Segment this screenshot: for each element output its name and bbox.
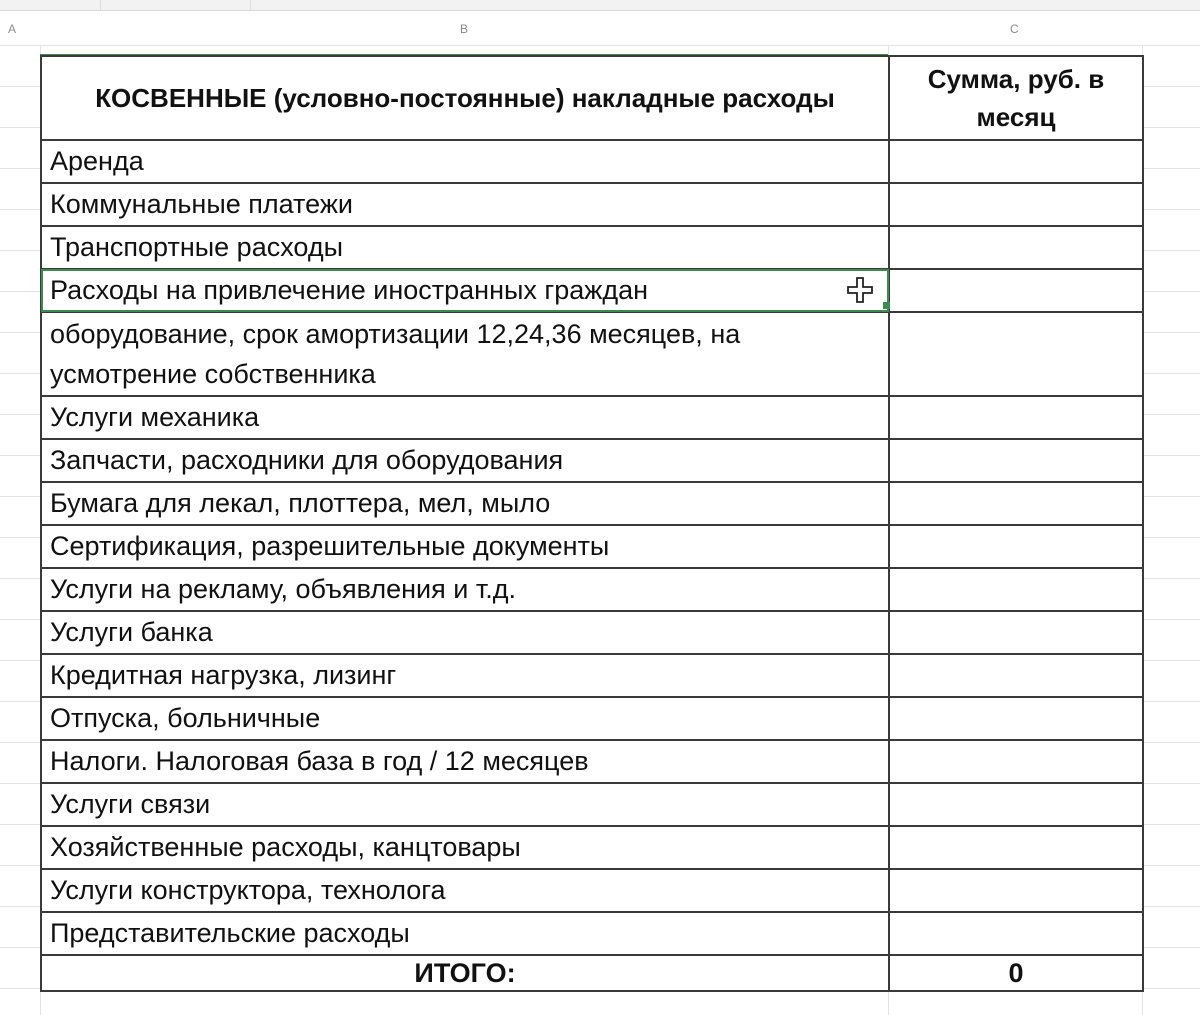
table-row <box>41 826 1143 869</box>
expense-label-cell[interactable]: оборудование, срок амортизации 12,24,36 месяцев, на усмотрение собственника <box>41 312 889 396</box>
table-row <box>41 396 1143 439</box>
expense-label-cell[interactable]: Хозяйственные расходы, канцтовары <box>41 826 889 869</box>
table-row <box>41 183 1143 226</box>
table-row <box>41 269 1143 312</box>
amount-cell[interactable] <box>889 140 1143 183</box>
amount-cell[interactable] <box>889 740 1143 783</box>
table-row <box>41 226 1143 269</box>
amount-cell[interactable] <box>889 869 1143 912</box>
table-row <box>41 697 1143 740</box>
move-cursor-icon <box>846 276 874 304</box>
total-amount-cell[interactable]: 0 <box>889 955 1143 991</box>
amount-cell[interactable] <box>889 697 1143 740</box>
amount-cell[interactable] <box>889 269 1143 312</box>
table-row <box>41 140 1143 183</box>
grid-row-line <box>0 45 1200 46</box>
amount-cell[interactable] <box>889 439 1143 482</box>
expense-label-cell[interactable]: Услуги банка <box>41 611 889 654</box>
table-row <box>41 740 1143 783</box>
amount-cell[interactable] <box>889 525 1143 568</box>
toolbar-divider <box>100 0 101 10</box>
table-row <box>41 611 1143 654</box>
amount-cell[interactable] <box>889 183 1143 226</box>
column-header-b[interactable]: B <box>460 22 469 36</box>
expense-label-cell[interactable]: Аренда <box>41 140 889 183</box>
expense-label-cell[interactable]: Транспортные расходы <box>41 226 889 269</box>
expense-label-cell[interactable]: Налоги. Налоговая база в год / 12 месяцев <box>41 740 889 783</box>
amount-cell[interactable] <box>889 912 1143 955</box>
expense-label-cell[interactable]: Отпуска, больничные <box>41 697 889 740</box>
top-toolbar-edge <box>0 0 1200 11</box>
expense-label-cell[interactable]: Услуги на рекламу, объявления и т.д. <box>41 568 889 611</box>
toolbar-divider <box>250 0 251 10</box>
expense-label-cell[interactable]: Расходы на привлечение иностранных граждан <box>41 269 889 312</box>
expense-label-cell[interactable]: Услуги связи <box>41 783 889 826</box>
total-row <box>41 955 1143 991</box>
expense-label-cell[interactable]: Бумага для лекал, плоттера, мел, мыло <box>41 482 889 525</box>
column-header-a[interactable]: A <box>8 22 17 36</box>
expense-label-cell[interactable]: Запчасти, расходники для оборудования <box>41 439 889 482</box>
column-header-c[interactable]: C <box>1010 22 1019 36</box>
table-row <box>41 482 1143 525</box>
amount-cell[interactable] <box>889 568 1143 611</box>
amount-cell[interactable] <box>889 482 1143 525</box>
amount-cell[interactable] <box>889 396 1143 439</box>
table-row <box>41 568 1143 611</box>
expense-label-cell[interactable]: Кредитная нагрузка, лизинг <box>41 654 889 697</box>
table-row <box>41 525 1143 568</box>
expense-label-cell[interactable]: Коммунальные платежи <box>41 183 889 226</box>
table-row <box>41 912 1143 955</box>
table-row <box>41 312 1143 396</box>
table-row <box>41 869 1143 912</box>
amount-cell[interactable] <box>889 226 1143 269</box>
table-row <box>41 783 1143 826</box>
amount-cell[interactable] <box>889 826 1143 869</box>
header-cell-amount[interactable]: Сумма, руб. в месяц <box>889 56 1143 140</box>
expense-label-cell[interactable]: Услуги конструктора, технолога <box>41 869 889 912</box>
expense-label-cell[interactable]: Услуги механика <box>41 396 889 439</box>
amount-cell[interactable] <box>889 654 1143 697</box>
amount-cell[interactable] <box>889 312 1143 396</box>
table-row <box>41 654 1143 697</box>
table-row <box>41 439 1143 482</box>
fill-handle[interactable] <box>883 302 890 309</box>
expense-label-cell[interactable]: Представительские расходы <box>41 912 889 955</box>
amount-cell[interactable] <box>889 783 1143 826</box>
amount-cell[interactable] <box>889 611 1143 654</box>
overhead-costs-table <box>40 55 1144 992</box>
table-header-row <box>41 56 1143 140</box>
expense-label-cell[interactable]: Сертификация, разрешительные документы <box>41 525 889 568</box>
header-cell-title[interactable]: КОСВЕННЫЕ (условно-постоянные) накладные расходы <box>41 56 889 140</box>
total-label-cell[interactable]: ИТОГО: <box>41 955 889 991</box>
